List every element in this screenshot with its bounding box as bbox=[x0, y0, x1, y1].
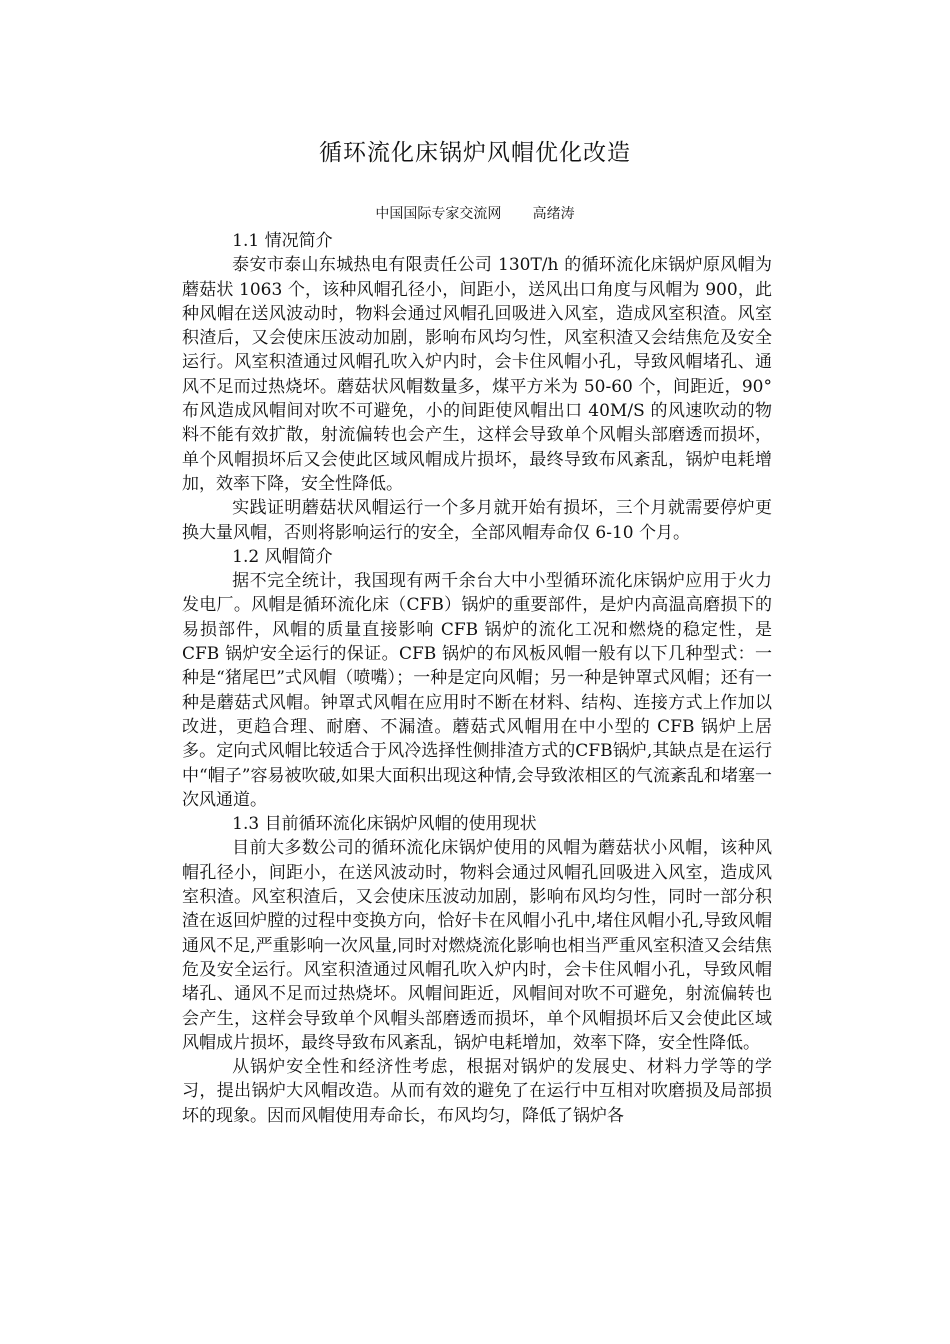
section-heading: 1.3 目前循环流化床锅炉风帽的使用现状 bbox=[232, 814, 537, 835]
section-heading: 1.2 风帽简介 bbox=[232, 546, 333, 567]
body-paragraph: 泰安市泰山东城热电有限责任公司 130T/h 的循环流化床锅炉原风帽为蘑菇状 1063 个，该种风帽孔径小，间距小，送风出口角度与风帽为 900，此种风帽在送风波动时，物料会通过风帽孔回吸进入风室，造成风室积渣。风室积渣后，又会使床压波动加剧，影响布风均匀性，风室积渣又会结焦危及安全运行。风室积渣通过风帽孔吹入炉内时，会卡住风帽小孔，导致风帽堵孔、通风不足而过热烧坏。蘑菇状风帽数量多，煤平方米为 50-60 个，间距近，90° 布风造成风帽间对吹不可避免，小的间距使风帽出口 40M/S 的风速吹动的物料不能有效扩散，射流偏转也会产生，这样会导致单个风帽头部磨透而损坏，单个风帽损坏后又会使此区域风帽成片损坏，最终导致布风紊乱，锅炉电耗增加，效率下降，安全性降低。 bbox=[182, 255, 772, 494]
body-paragraph: 据不完全统计，我国现有两千余台大中小型循环流化床锅炉应用于火力发电厂。风帽是循环流化床（CFB）锅炉的重要部件，是炉内高温高磨损下的易损部件，风帽的质量直接影响 CFB 锅炉的流化工况和燃烧的稳定性，是 CFB 锅炉安全运行的保证。CFB 锅炉的布风板风帽一般有以下几种型式：一种是“猪尾巴”式风帽（喷嘴）；一种是定向风帽；另一种是钟罩式风帽；还有一种是蘑菇式风帽。钟罩式风帽在应用时不断在材料、结构、连接方式上作加以改进，更趋合理、耐磨、不漏渣。蘑菇式风帽用在中小型的 CFB 锅炉上居多。定向式风帽比较适合于风冷选择性侧排渣方式的CFB锅炉,其缺点是在运行中“帽子”容易被吹破,如果大面积出现这种情,会导致浓相区的气流紊乱和堵塞一次风通道。 bbox=[182, 571, 772, 810]
document-body bbox=[182, 229, 772, 1128]
byline bbox=[0, 203, 950, 223]
body-paragraph: 从锅炉安全性和经济性考虑，根据对锅炉的发展史、材料力学等的学习，提出锅炉大风帽改造。从而有效的避免了在运行中互相对吹磨损及局部损坏的现象。因而风帽使用寿命长，布风均匀，降低了锅炉各 bbox=[182, 1057, 772, 1126]
byline-source: 中国国际专家交流网 bbox=[375, 206, 502, 222]
body-paragraph: 实践证明蘑菇状风帽运行一个多月就开始有损坏，三个月就需要停炉更换大量风帽，否则将影响运行的安全，全部风帽寿命仅 6-10 个月。 bbox=[182, 498, 772, 543]
section-heading: 1.1 情况简介 bbox=[232, 231, 333, 251]
body-paragraph: 目前大多数公司的循环流化床锅炉使用的风帽为蘑菇状小风帽，该种风帽孔径小，间距小，在送风波动时，物料会通过风帽孔回吸进入风室，造成风室积渣。风室积渣后，又会使床压波动加剧，影响布风均匀性，同时一部分积渣在返回炉膛的过程中变换方向，恰好卡在风帽小孔中,堵住风帽小孔,导致风帽通风不足,严重影响一次风量,同时对燃烧流化影响也相当严重风室积渣又会结焦危及安全运行。风室积渣通过风帽孔吹入炉内时，会卡住风帽小孔，导致风帽堵孔、通风不足而过热烧坏。风帽间距近，风帽间对吹不可避免，射流偏转也会产生，这样会导致单个风帽头部磨透而损坏，单个风帽损坏后又会使此区域风帽成片损坏，最终导致布风紊乱，锅炉电耗增加，效率下降，安全性降低。 bbox=[182, 838, 772, 1053]
byline-author: 高绪涛 bbox=[532, 206, 575, 222]
document-title: 循环流化床锅炉风帽优化改造 bbox=[319, 140, 631, 166]
